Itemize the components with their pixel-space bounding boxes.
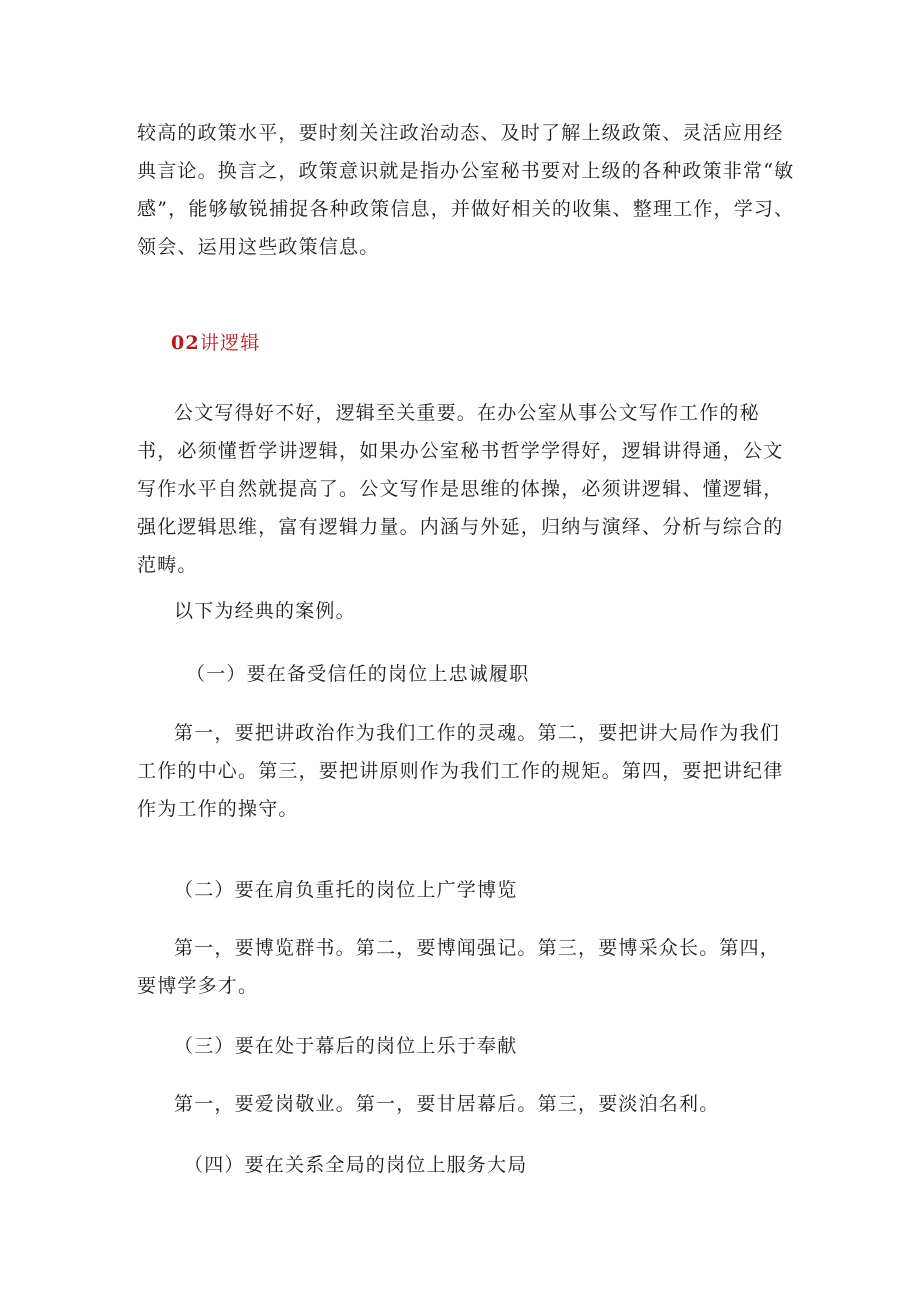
paragraph-case-1: 第一，要把讲政治作为我们工作的灵魂。第二，要把讲大局作为我们工作的中心。第三，要把讲原则作为我们工作的规矩。第四，要把讲纪律作为工作的操守。 — [137, 722, 784, 820]
subheading-1: （一）要在备受信任的岗位上忠诚履职 — [186, 663, 530, 685]
paragraph-logic: 公文写得好不好，逻辑至关重要。在办公室从事公文写作工作的秘书，必须懂哲学讲逻辑，如果办公室秘书哲学学得好，逻辑讲得通，公文写作水平自然就提高了。公文写作是思维的体操，必须讲逻辑、懂逻辑，强化逻辑思维，富有逻辑力量。内涵与外延，归纳与演绎、分析与综合的范畴。 — [137, 402, 784, 576]
subheading-3: （三）要在处于幕后的岗位上乐于奉献 — [174, 1035, 518, 1057]
paragraph-case-3: 第一，要爱岗敬业。第一，要甘居幕后。第三，要淡泊名利。 — [174, 1093, 720, 1115]
section-heading-number: 02 — [171, 332, 200, 354]
section-heading — [171, 324, 831, 362]
subheading-2: （二）要在肩负重托的岗位上广学博览 — [174, 879, 518, 901]
section-heading-title: 讲逻辑 — [199, 332, 261, 354]
paragraph-case-2: 第一，要博览群书。第二，要博闻强记。第三，要博采众长。第四，要博学多才。 — [137, 937, 781, 997]
paragraph-case-intro: 以下为经典的案例。 — [174, 600, 356, 622]
subheading-4: （四）要在关系全局的岗位上服务大局 — [184, 1154, 528, 1176]
paragraph-policy-awareness: 较高的政策水平，要时刻关注政治动态、及时了解上级政策、灵活应用经典言论。换言之，政策意识就是指办公室秘书要对上级的各种政策非常“敏感”，能够敏锐捕捉各种政策信息，并做好相关的收集、整理工作，学习、领会、运用这些政策信息。 — [137, 122, 795, 258]
